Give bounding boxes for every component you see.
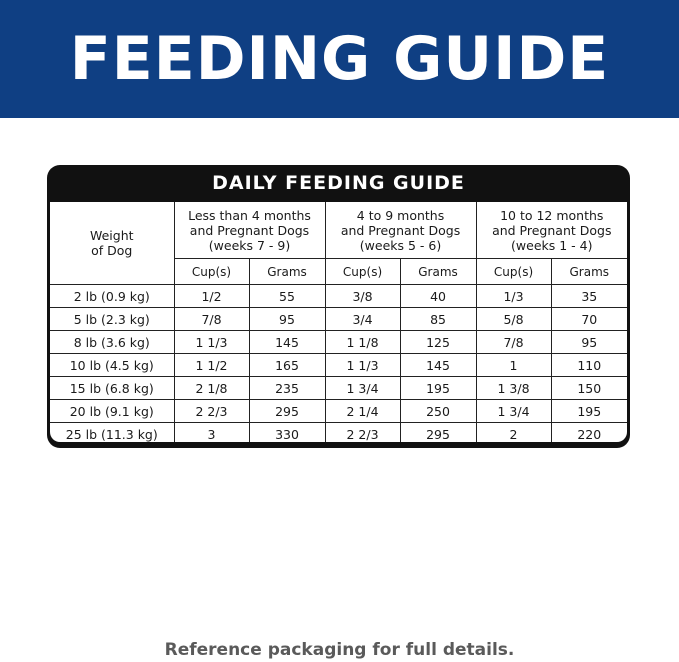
grams-cell: 70 bbox=[551, 308, 627, 331]
grams-cell: 295 bbox=[249, 400, 325, 423]
cups-cell: 1/3 bbox=[476, 285, 551, 308]
grams-cell: 40 bbox=[400, 285, 476, 308]
weight-cell: 15 lb (6.8 kg) bbox=[50, 377, 174, 400]
group-header-line3: (weeks 5 - 6) bbox=[359, 237, 442, 253]
grams-cell: 235 bbox=[249, 377, 325, 400]
cups-cell: 1 bbox=[476, 354, 551, 377]
weight-cell: 2 lb (0.9 kg) bbox=[50, 285, 174, 308]
grams-cell: 125 bbox=[400, 331, 476, 354]
group-header-line1: 10 to 12 months bbox=[500, 207, 604, 223]
grams-cell: 55 bbox=[249, 285, 325, 308]
weight-header-line1: Weight bbox=[89, 228, 134, 243]
grams-cell: 35 bbox=[551, 285, 627, 308]
feeding-guide-panel bbox=[47, 165, 630, 448]
sub-header-cups: Cup(s) bbox=[174, 259, 249, 285]
cups-cell: 2 2/3 bbox=[325, 423, 400, 443]
cups-cell: 7/8 bbox=[174, 308, 249, 331]
group-header-line1: Less than 4 months bbox=[188, 207, 311, 223]
group-header-row bbox=[50, 202, 627, 259]
grams-cell: 195 bbox=[400, 377, 476, 400]
grams-cell: 85 bbox=[400, 308, 476, 331]
table-row bbox=[50, 354, 627, 377]
group-header-age-3 bbox=[476, 202, 627, 259]
weight-cell: 25 lb (11.3 kg) bbox=[50, 423, 174, 443]
weight-cell: 8 lb (3.6 kg) bbox=[50, 331, 174, 354]
weight-header-line2: of Dog bbox=[91, 243, 133, 258]
cups-cell: 1 3/8 bbox=[476, 377, 551, 400]
grams-cell: 150 bbox=[551, 377, 627, 400]
weight-cell: 20 lb (9.1 kg) bbox=[50, 400, 174, 423]
cups-cell: 2 2/3 bbox=[174, 400, 249, 423]
sub-header-grams: Grams bbox=[249, 259, 325, 285]
cups-cell: 3 bbox=[174, 423, 249, 443]
table-wrapper bbox=[50, 202, 627, 442]
table-title: DAILY FEEDING GUIDE bbox=[212, 172, 465, 194]
cups-cell: 1 3/4 bbox=[476, 400, 551, 423]
table-row bbox=[50, 377, 627, 400]
grams-cell: 95 bbox=[551, 331, 627, 354]
cups-cell: 5/8 bbox=[476, 308, 551, 331]
table-row bbox=[50, 423, 627, 443]
sub-header-cups: Cup(s) bbox=[325, 259, 400, 285]
banner bbox=[0, 0, 679, 118]
group-header-line2: and Pregnant Dogs bbox=[189, 222, 310, 238]
cups-cell: 2 1/4 bbox=[325, 400, 400, 423]
grams-cell: 145 bbox=[400, 354, 476, 377]
grams-cell: 220 bbox=[551, 423, 627, 443]
group-header-line3: (weeks 7 - 9) bbox=[208, 237, 291, 253]
grams-cell: 145 bbox=[249, 331, 325, 354]
table-row bbox=[50, 285, 627, 308]
grams-cell: 95 bbox=[249, 308, 325, 331]
sub-header-grams: Grams bbox=[400, 259, 476, 285]
grams-cell: 330 bbox=[249, 423, 325, 443]
cups-cell: 1 1/2 bbox=[174, 354, 249, 377]
page-title: FEEDING GUIDE bbox=[69, 24, 610, 94]
table-row bbox=[50, 308, 627, 331]
weight-cell: 5 lb (2.3 kg) bbox=[50, 308, 174, 331]
cups-cell: 3/4 bbox=[325, 308, 400, 331]
cups-cell: 2 bbox=[476, 423, 551, 443]
group-header-age-1 bbox=[174, 202, 325, 259]
cups-cell: 1 1/3 bbox=[325, 354, 400, 377]
grams-cell: 110 bbox=[551, 354, 627, 377]
cups-cell: 2 1/8 bbox=[174, 377, 249, 400]
cups-cell: 3/8 bbox=[325, 285, 400, 308]
sub-header-grams: Grams bbox=[551, 259, 627, 285]
cups-cell: 7/8 bbox=[476, 331, 551, 354]
group-header-line1: 4 to 9 months bbox=[356, 207, 445, 223]
cups-cell: 1/2 bbox=[174, 285, 249, 308]
sub-header-cups: Cup(s) bbox=[476, 259, 551, 285]
footer-note: Reference packaging for full details. bbox=[164, 640, 515, 660]
weight-header bbox=[50, 202, 174, 285]
group-header-line2: and Pregnant Dogs bbox=[340, 222, 461, 238]
group-header-age-2 bbox=[325, 202, 476, 259]
table-row bbox=[50, 331, 627, 354]
feeding-table bbox=[50, 202, 627, 442]
cups-cell: 1 1/8 bbox=[325, 331, 400, 354]
group-header-line2: and Pregnant Dogs bbox=[492, 222, 612, 238]
cups-cell: 1 1/3 bbox=[174, 331, 249, 354]
weight-cell: 10 lb (4.5 kg) bbox=[50, 354, 174, 377]
grams-cell: 195 bbox=[551, 400, 627, 423]
cups-cell: 1 3/4 bbox=[325, 377, 400, 400]
grams-cell: 295 bbox=[400, 423, 476, 443]
grams-cell: 250 bbox=[400, 400, 476, 423]
group-header-line3: (weeks 1 - 4) bbox=[511, 237, 593, 253]
table-row bbox=[50, 400, 627, 423]
grams-cell: 165 bbox=[249, 354, 325, 377]
